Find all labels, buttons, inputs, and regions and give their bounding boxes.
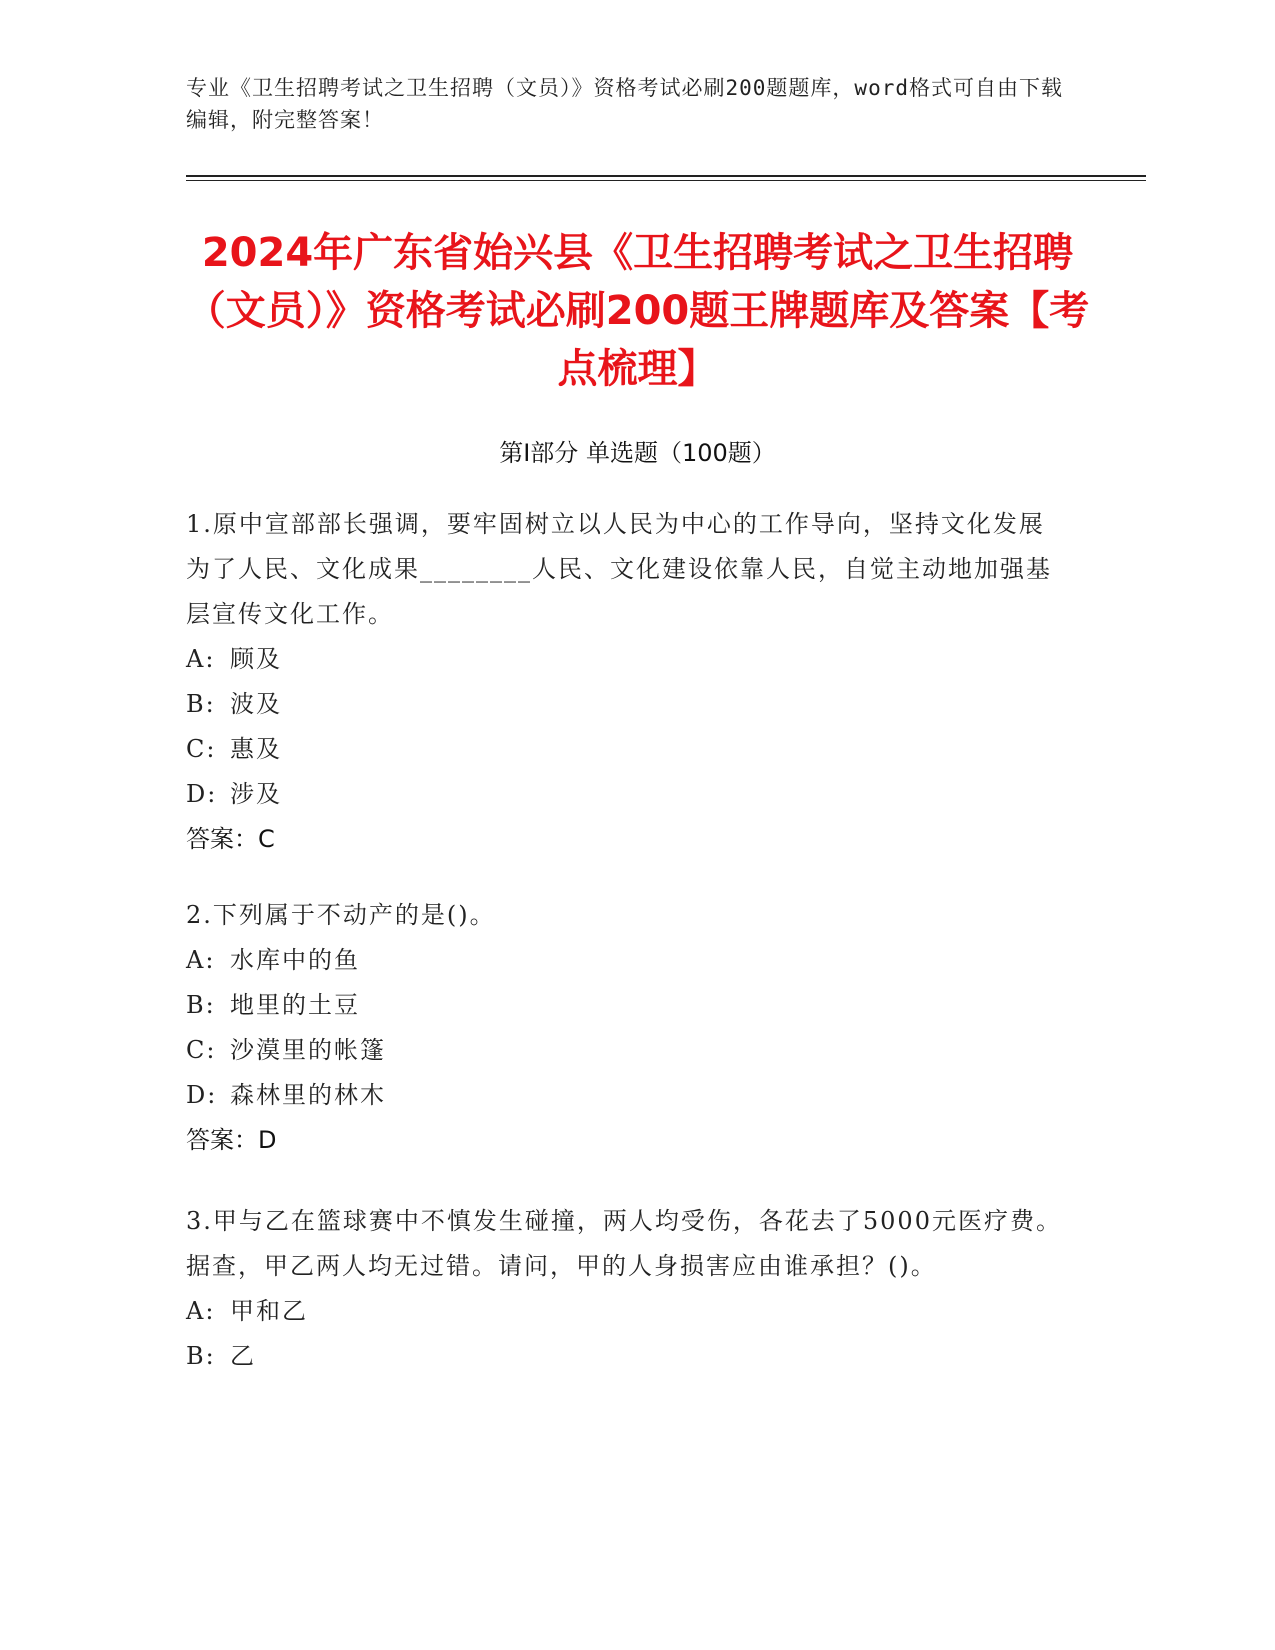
option-text: 乙 bbox=[230, 1342, 256, 1370]
header-note: 专业《卫生招聘考试之卫生招聘（文员）》资格考试必刷200题题库，word格式可自由下载编辑，附完整答案！ bbox=[186, 76, 1063, 132]
option-d bbox=[186, 772, 1066, 817]
option-a bbox=[186, 1289, 1066, 1334]
option-text: 沙漠里的帐篷 bbox=[230, 1036, 386, 1064]
option-b bbox=[186, 682, 1066, 727]
option-text: 森林里的林木 bbox=[230, 1081, 386, 1109]
option-text: 波及 bbox=[230, 690, 282, 718]
option-text: 惠及 bbox=[230, 735, 282, 763]
header-divider-thick bbox=[186, 175, 1146, 177]
question-3 bbox=[186, 1199, 1066, 1379]
question-text: 1.原中宣部部长强调，要牢固树立以人民为中心的工作导向，坚持文化发展为了人民、文化成果________人民、文化建设依靠人民，自觉主动地加强基层宣传文化工作。 bbox=[186, 510, 1052, 628]
document-title: 2024年广东省始兴县《卫生招聘考试之卫生招聘（文员）》资格考试必刷200题王牌题库及答案【考点梳理】 bbox=[185, 230, 1090, 392]
option-b bbox=[186, 983, 1066, 1028]
option-key: C: bbox=[186, 1036, 217, 1064]
option-key: A: bbox=[186, 645, 216, 673]
option-key: B: bbox=[186, 991, 216, 1019]
option-key: B: bbox=[186, 690, 216, 718]
section-heading: 第I部分 单选题（100题） bbox=[499, 439, 776, 467]
option-key: D: bbox=[186, 780, 218, 808]
option-c bbox=[186, 727, 1066, 772]
option-text: 甲和乙 bbox=[230, 1297, 308, 1325]
question-text: 2.下列属于不动产的是()。 bbox=[186, 901, 496, 929]
header-divider-thin bbox=[186, 180, 1146, 181]
option-a bbox=[186, 637, 1066, 682]
option-text: 地里的土豆 bbox=[230, 991, 360, 1019]
question-2 bbox=[186, 893, 1066, 1163]
option-c bbox=[186, 1028, 1066, 1073]
answer: 答案：C bbox=[186, 825, 275, 853]
option-key: D: bbox=[186, 1081, 218, 1109]
question-1 bbox=[186, 502, 1066, 862]
question-text: 3.甲与乙在篮球赛中不慎发生碰撞，两人均受伤，各花去了5000元医疗费。据查，甲乙两人均无过错。请问，甲的人身损害应由谁承担？()。 bbox=[186, 1207, 1062, 1280]
option-key: A: bbox=[186, 1297, 216, 1325]
option-text: 涉及 bbox=[230, 780, 282, 808]
option-d bbox=[186, 1073, 1066, 1118]
option-key: A: bbox=[186, 946, 216, 974]
answer: 答案：D bbox=[186, 1126, 277, 1154]
option-text: 顾及 bbox=[230, 645, 282, 673]
option-a bbox=[186, 938, 1066, 983]
option-text: 水库中的鱼 bbox=[230, 946, 360, 974]
option-b bbox=[186, 1334, 1066, 1379]
option-key: B: bbox=[186, 1342, 216, 1370]
option-key: C: bbox=[186, 735, 217, 763]
